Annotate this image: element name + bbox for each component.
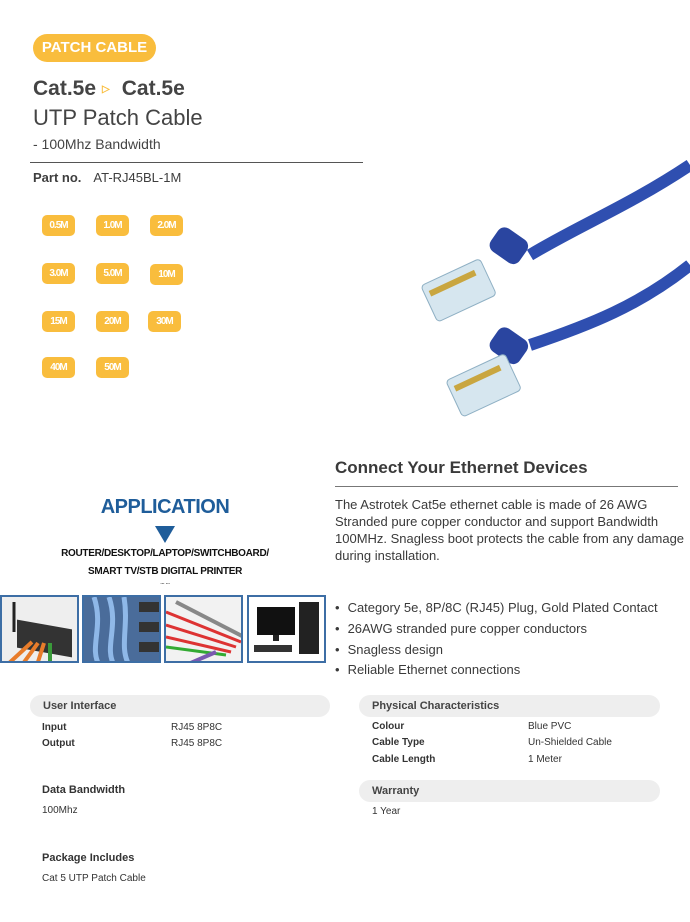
desktop-computer-image: [247, 595, 326, 663]
spec-value: RJ45 8P8C: [171, 722, 223, 733]
feature-bullet: • Reliable Ethernet connections: [335, 662, 521, 677]
divider: [30, 162, 363, 163]
size-chip[interactable]: 5.0M: [96, 263, 129, 284]
application-title: APPLICATION: [100, 496, 230, 518]
spec-label: Colour: [372, 721, 405, 732]
size-chip[interactable]: 10M: [150, 264, 183, 285]
part-number: [33, 170, 181, 185]
bullet-text: Reliable Ethernet connections: [347, 662, 521, 677]
bullet-text: Snagless design: [347, 642, 443, 657]
size-chip[interactable]: 20M: [96, 311, 129, 332]
size-chip[interactable]: 15M: [42, 311, 75, 332]
size-chip[interactable]: 40M: [42, 357, 75, 378]
bandwidth-line: - 100Mhz Bandwidth: [33, 136, 161, 152]
part-label: Part no.: [33, 170, 82, 185]
spec-label: Output: [42, 738, 75, 749]
cable-product-image: [330, 155, 690, 455]
size-chip[interactable]: 50M: [96, 357, 129, 378]
spec-label: Cable Type: [372, 737, 425, 748]
section-header-package: Package Includes: [42, 852, 135, 864]
router-image: [0, 595, 79, 663]
application-line: ROUTER/DESKTOP/LAPTOP/SWITCHBOARD/: [61, 548, 269, 559]
spec-value: 100Mhz: [42, 805, 78, 816]
description-heading: Connect Your Ethernet Devices: [335, 458, 588, 477]
size-chip[interactable]: 30M: [148, 311, 181, 332]
size-chip[interactable]: 2.0M: [150, 215, 183, 236]
part-value: AT-RJ45BL-1M: [93, 170, 182, 185]
down-triangle-icon: [155, 526, 175, 543]
section-header-physical: Physical Characteristics: [359, 695, 660, 717]
spec-value: Cat 5 UTP Patch Cable: [42, 873, 146, 884]
bullet-text: 26AWG stranded pure copper conductors: [347, 621, 587, 636]
spec-label: Cable Length: [372, 754, 436, 765]
spec-value: Un-Shielded Cable: [528, 737, 612, 748]
bullet-text: Category 5e, 8P/8C (RJ45) Plug, Gold Plated Contact: [347, 600, 658, 615]
application-line: ... ...: [160, 580, 170, 586]
size-chip[interactable]: 1.0M: [96, 215, 129, 236]
section-header-user-interface: User Interface: [30, 695, 330, 717]
switch-cables-image: [164, 595, 243, 663]
product-subtitle: UTP Patch Cable: [33, 105, 203, 130]
size-chip[interactable]: 0.5M: [42, 215, 75, 236]
feature-bullet: • Snagless design: [335, 642, 443, 657]
feature-bullet: • 26AWG stranded pure copper conductors: [335, 621, 587, 636]
title-to: Cat.5e: [121, 77, 185, 100]
spec-value: 1 Meter: [528, 754, 562, 765]
spec-value: Blue PVC: [528, 721, 572, 732]
category-badge: PATCH CABLE: [33, 34, 156, 62]
section-header-data-bandwidth: Data Bandwidth: [42, 784, 126, 796]
description-text: The Astrotek Cat5e ethernet cable is made of 26 AWG Stranded pure copper conductor and support Bandwidth 100MHz. Snagless boot protects the cable from any damage during installation.: [335, 497, 685, 563]
title-from: Cat.5e: [33, 77, 97, 100]
spec-value: RJ45 8P8C: [171, 738, 223, 749]
divider: [335, 486, 678, 487]
spec-value: 1 Year: [372, 806, 401, 817]
patch-panel-image: [82, 595, 161, 663]
section-header-warranty: Warranty: [359, 780, 660, 802]
feature-bullet: • Category 5e, 8P/8C (RJ45) Plug, Gold Plated Contact: [335, 600, 658, 615]
product-title: [33, 77, 185, 101]
arrow-right-icon: ▷: [102, 83, 110, 95]
size-chip[interactable]: 3.0M: [42, 263, 75, 284]
spec-label: Input: [42, 722, 67, 733]
application-line: SMART TV/STB DIGITAL PRINTER: [87, 566, 242, 577]
